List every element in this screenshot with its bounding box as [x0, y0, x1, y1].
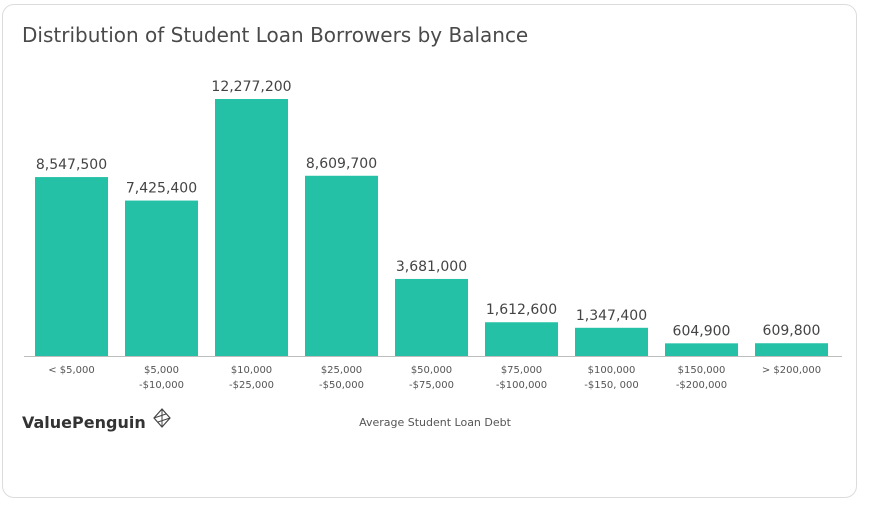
bar-7 [665, 343, 738, 356]
x-tick-label-6: $100,000 [587, 365, 636, 376]
bar-value-label-6: 1,347,400 [575, 307, 648, 324]
bar-0 [35, 177, 108, 356]
x-tick-label-5-line2: -$100,000 [495, 380, 548, 391]
bar-5 [485, 322, 558, 356]
bar-value-label-5: 1,612,600 [485, 302, 558, 319]
bar-value-label-2: 12,277,200 [211, 79, 292, 95]
x-tick-label-2-line2: -$25,000 [229, 380, 274, 391]
bar-value-label-7: 604,900 [672, 323, 731, 340]
bar-1 [125, 201, 198, 356]
bar-2 [215, 99, 288, 356]
x-tick-label-4-line2: -$75,000 [409, 380, 454, 391]
bar-value-label-3: 8,609,700 [305, 155, 378, 172]
x-tick-label-7-line2: -$200,000 [675, 380, 728, 391]
x-tick-label-4: $50,000 [410, 365, 453, 376]
chart-title: Distribution of Student Loan Borrowers by Balance [22, 23, 529, 47]
x-tick-label-0: < $5,000 [48, 365, 95, 376]
bar-value-label-8: 609,800 [762, 323, 821, 340]
x-tick-label-1: $5,000 [144, 365, 179, 376]
bar-value-label-0: 8,547,500 [35, 157, 108, 174]
brand [22, 412, 172, 433]
x-tick-label-3: $25,000 [320, 365, 363, 376]
valuepenguin-logo-icon [152, 408, 172, 433]
bar-8 [755, 343, 828, 356]
x-tick-label-1-line2: -$10,000 [139, 380, 184, 391]
x-tick-label-5: $75,000 [500, 365, 543, 376]
x-axis-label: Average Student Loan Debt [359, 416, 511, 429]
bar-value-label-1: 7,425,400 [125, 180, 198, 197]
bar-3 [305, 176, 378, 356]
x-tick-label-7: $150,000 [677, 365, 726, 376]
brand-name: ValuePenguin [22, 413, 146, 432]
x-tick-label-6-line2: -$150, 000 [584, 380, 639, 391]
x-tick-label-3-line2: -$50,000 [319, 380, 364, 391]
bar-6 [575, 328, 648, 356]
x-tick-label-8: > $200,000 [761, 365, 822, 376]
x-tick-label-2: $10,000 [230, 365, 273, 376]
bar-4 [395, 279, 468, 356]
bar-value-label-4: 3,681,000 [395, 258, 468, 275]
